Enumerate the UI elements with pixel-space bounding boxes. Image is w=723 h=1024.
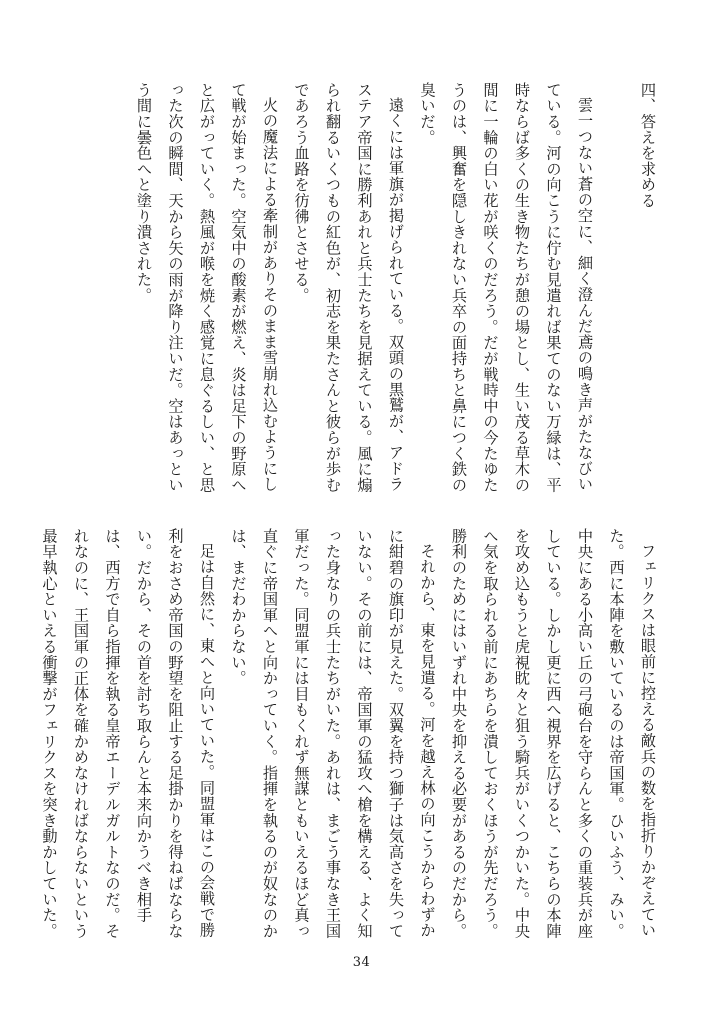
- paragraph: 火の魔法による牽制がありそのまま雪崩れ込むようにして戦が始まった。空気中の酸素が燃え、炎は足下の野原へと広がっていく。熱風が喉を焼く感覚に息ぐるしい、と思った次の瞬間、天から矢の雨が降り注いだ。空はあっという間に曇色へと塗り潰された。: [135, 82, 279, 493]
- lower-text-block: [40, 528, 663, 948]
- paragraph: フェリクスは眼前に控える敵兵の数を指折りかぞえていた。西に本陣を敷いているのは帝国軍。ひいふう、みい。中央にある小高い丘の弓砲台を守らんと多くの重装兵が座している。しかし更に西へ視界を広げると、こちらの本陣を攻め込もうと虎視眈々と狙う騎兵がいくつかいた。中央へ気を取られる前にあちらを潰しておくほうが先だろう。勝利のためにはいずれ中央を抑える必要があるのだから。: [450, 528, 657, 939]
- upper-text-block: [135, 82, 663, 502]
- paragraph: 遠くには軍旗が掲げられている。双頭の黒鷲が、アドラステア帝国に勝利あれと兵士たちを見据えている。風に煽られ翻るいくつもの紅色が、初志を果たさんと彼らが歩むであろう血路を彷彿とさせる。: [292, 82, 405, 493]
- chapter-heading: 四、答えを求める: [639, 82, 657, 209]
- page-number: 34: [352, 955, 371, 970]
- paragraph: 雲一つない蒼の空に、細く澄んだ鳶の鳴き声がたなびいている。河の向こうに佇む見遣れば果てのない万緑は、平時ならば多くの生き物たちが憩の場とし、生い茂る草木の間に一輪の白い花が咲くのだろう。だが戦時中の今たゆたうのは、興奮を隠しきれない兵卒の面持ちと鼻につく鉄の臭いだ。: [418, 82, 594, 493]
- paragraph: 足は自然に、東へと向いていた。同盟軍はこの会戦で勝利をおさめ帝国の野望を阻止する足掛かりを得ねばならない。だから、その首を討ち取らんと本来向かうべき相手は、西方で自ら指揮を執る皇帝エーデルガルトなのだ。それなのに、王国軍の正体を確かめなければならないという最早執心といえる衝撃がフェリクスを突き動かしていた。: [40, 528, 216, 939]
- paragraph: それから、東を見遣る。河を越え林の向こうからわずかに紺碧の旗印が見えた。双翼を持つ獅子は気高さを失っていない。その前には、帝国軍の猛攻へ槍を構える、よく知った身なりの兵士たちがいた。あれは、まごう事なき王国軍だった。同盟軍には目もくれず無謀ともいえるほど真っ直ぐに帝国軍へと向かっていく。指揮を執るのが奴なのかは、まだわからない。: [229, 528, 437, 939]
